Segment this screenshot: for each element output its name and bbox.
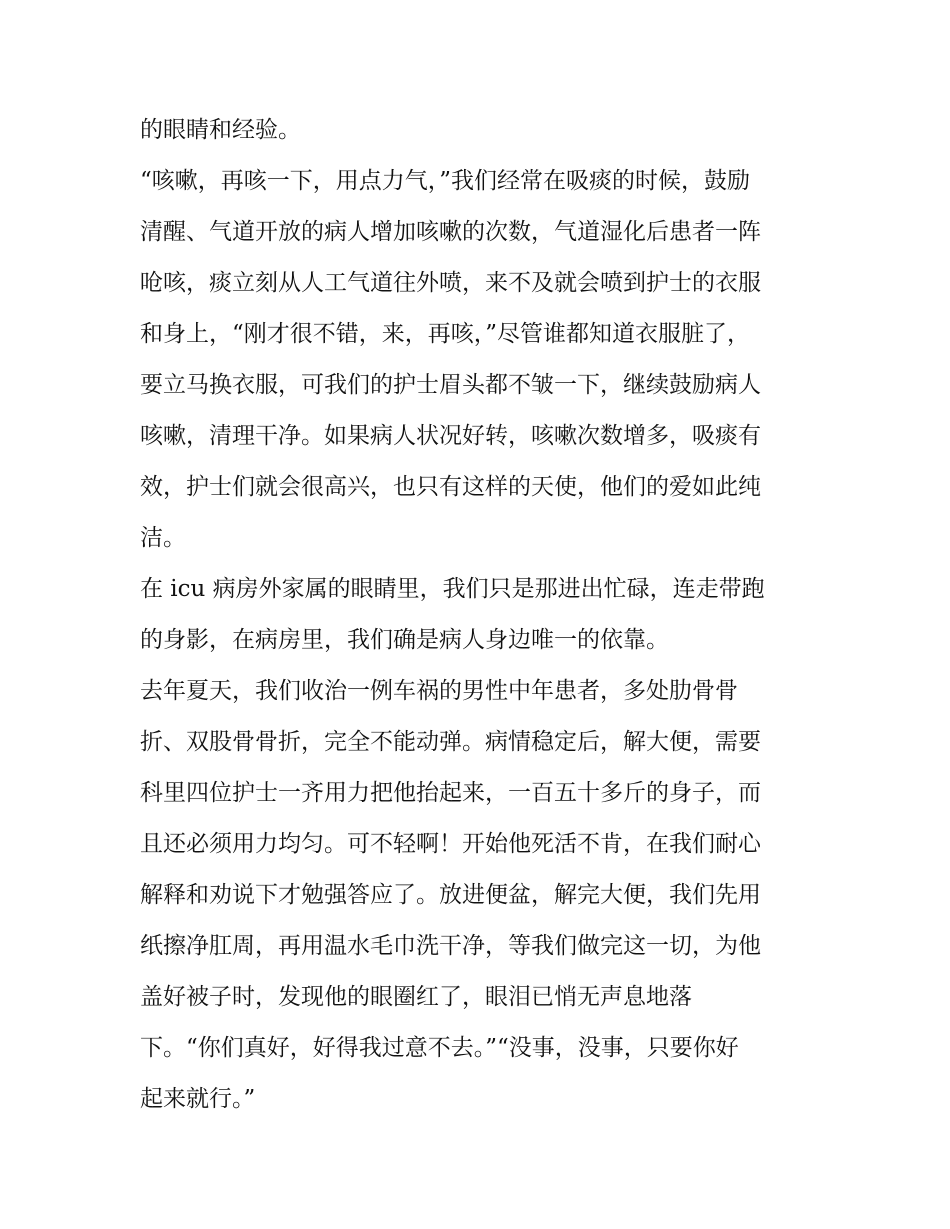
text-line: 洁。 (140, 525, 186, 551)
text-line: 呛咳，痰立刻从人工气道往外喷，来不及就会喷到护士的衣服 (140, 270, 761, 296)
text-line: 在 icu 病房外家属的眼睛里，我们只是那进出忙碌，连走带跑 (140, 576, 765, 602)
text-line: 清醒、气道开放的病人增加咳嗽的次数，气道湿化后患者一阵 (140, 219, 761, 245)
text-line: 盖好被子时，发现他的眼圈红了，眼泪已悄无声息地落 (140, 984, 692, 1010)
text-line: 效，护士们就会很高兴，也只有这样的天使，他们的爱如此纯 (140, 474, 761, 500)
text-line: 折、双股骨骨折，完全不能动弹。病情稳定后，解大便，需要 (140, 729, 761, 755)
text-line: 起来就行。” (140, 1086, 256, 1112)
text-line: 且还必须用力均匀。可不轻啊！开始他死活不肯，在我们耐心 (140, 831, 761, 857)
text-line: 下。“你们真好，好得我过意不去。”“没事，没事，只要你好 (140, 1035, 739, 1061)
text-line: 的身影，在病房里，我们确是病人身边唯一的依靠。 (140, 627, 669, 653)
text-line: 科里四位护士一齐用力把他抬起来，一百五十多斤的身子，而 (140, 780, 761, 806)
text-line: 和身上，“刚才很不错，来，再咳，”尽管谁都知道衣服脏了， (140, 321, 751, 347)
text-line: 要立马换衣服，可我们的护士眉头都不皱一下，继续鼓励病人 (140, 372, 761, 398)
text-line: “咳嗽，再咳一下，用点力气，”我们经常在吸痰的时候，鼓励 (140, 168, 751, 194)
text-line: 咳嗽，清理干净。如果病人状况好转，咳嗽次数增多，吸痰有 (140, 423, 761, 449)
body-text (140, 107, 820, 1127)
text-line: 解释和劝说下才勉强答应了。放进便盆，解完大便，我们先用 (140, 882, 761, 908)
text-line: 的眼睛和经验。 (140, 117, 301, 143)
text-line: 纸擦净肛周，再用温水毛巾洗干净，等我们做完这一切，为他 (140, 933, 761, 959)
text-line: 去年夏天，我们收治一例车祸的男性中年患者，多处肋骨骨 (140, 678, 738, 704)
